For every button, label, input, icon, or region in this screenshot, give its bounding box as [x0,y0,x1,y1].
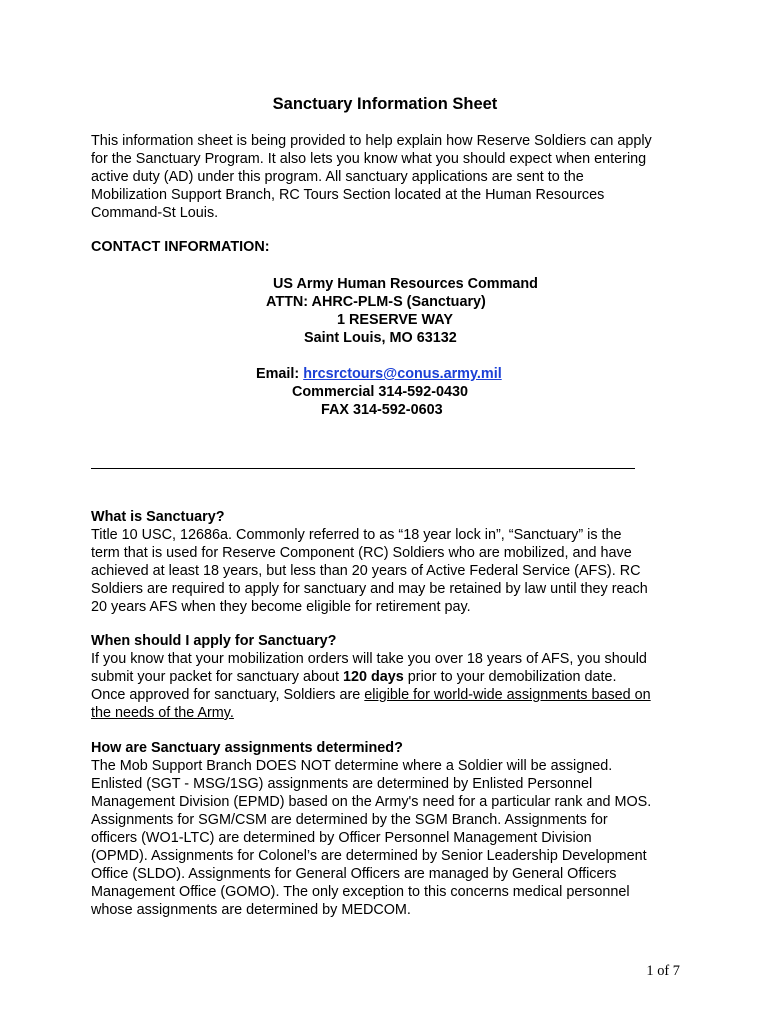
page-number: 1 of 7 [646,963,680,979]
how-assigned-line: Management Division (EPMD) based on the Army's need for a particular rank and MOS. [91,794,652,810]
how-assigned-line: Assignments for SGM/CSM are determined by the SGM Branch. Assignments for [91,812,608,828]
how-assigned-heading: How are Sanctuary assignments determined? [91,740,403,756]
email-row [256,365,502,383]
what-is-line: term that is used for Reserve Component (RC) Soldiers who are mobilized, and have [91,545,632,561]
commercial-phone: Commercial 314-592-0430 [292,384,468,400]
how-assigned-paragraph [91,757,691,919]
email-link[interactable]: hrcsrctours@conus.army.mil [303,366,502,382]
horizontal-divider [91,468,635,469]
intro-line: Mobilization Support Branch, RC Tours Section located at the Human Resources [91,187,605,203]
address-org: US Army Human Resources Command [273,276,538,292]
when-apply-line [91,668,691,686]
address-city: Saint Louis, MO 63132 [304,330,457,346]
days-emphasis: 120 days [342,669,404,685]
how-assigned-line: whose assignments are determined by MEDCOM. [91,902,411,918]
intro-line: This information sheet is being provided to help explain how Reserve Soldiers can apply [91,133,652,149]
when-apply-text: submit your packet for sanctuary about [91,669,343,685]
contact-heading: CONTACT INFORMATION: [91,239,270,255]
when-apply-line [91,686,691,704]
how-assigned-line: The Mob Support Branch DOES NOT determine where a Soldier will be assigned. [91,758,613,774]
address-street: 1 RESERVE WAY [337,312,453,328]
intro-line: Command-St Louis. [91,205,219,221]
when-apply-heading: When should I apply for Sanctuary? [91,633,337,649]
what-is-line: Soldiers are required to apply for sanctuary and may be retained by law until they reach [91,581,648,597]
address-attn: ATTN: AHRC-PLM-S (Sanctuary) [266,294,486,310]
fax-number: FAX 314-592-0603 [321,402,443,418]
how-assigned-line: Office (SLDO). Assignments for General Officers are managed by General Officers [91,866,617,882]
needs-of-army-underline: the needs of the Army. [91,705,234,721]
when-apply-line: If you know that your mobilization orders will take you over 18 years of AFS, you should [91,651,647,667]
how-assigned-line: (OPMD). Assignments for Colonel’s are determined by Senior Leadership Development [91,848,647,864]
intro-line: active duty (AD) under this program. All sanctuary applications are sent to the [91,169,584,185]
what-is-line: 20 years AFS when they become eligible for retirement pay. [91,599,471,615]
when-apply-text: prior to your demobilization date. [403,669,617,685]
page-title: Sanctuary Information Sheet [272,95,498,113]
what-is-heading: What is Sanctuary? [91,509,225,525]
how-assigned-line: Management Office (GOMO). The only exception to this concerns medical personnel [91,884,630,900]
what-is-line: achieved at least 18 years, but less than 20 years of Active Federal Service (AFS). RC [91,563,641,579]
how-assigned-line: officers (WO1-LTC) are determined by Officer Personnel Management Division [91,830,592,846]
when-apply-text: Once approved for sanctuary, Soldiers are [91,687,365,703]
how-assigned-line: Enlisted (SGT - MSG/1SG) assignments are determined by Enlisted Personnel [91,776,593,792]
world-wide-underline: eligible for world-wide assignments based on [364,687,651,703]
intro-line: for the Sanctuary Program. It also lets you know what you should expect when entering [91,151,647,167]
what-is-paragraph [91,526,691,616]
when-apply-paragraph [91,650,691,722]
email-label: Email: [256,366,304,382]
intro-paragraph [91,132,691,222]
what-is-line: Title 10 USC, 12686a. Commonly referred to as “18 year lock in”, “Sanctuary” is the [91,527,622,543]
